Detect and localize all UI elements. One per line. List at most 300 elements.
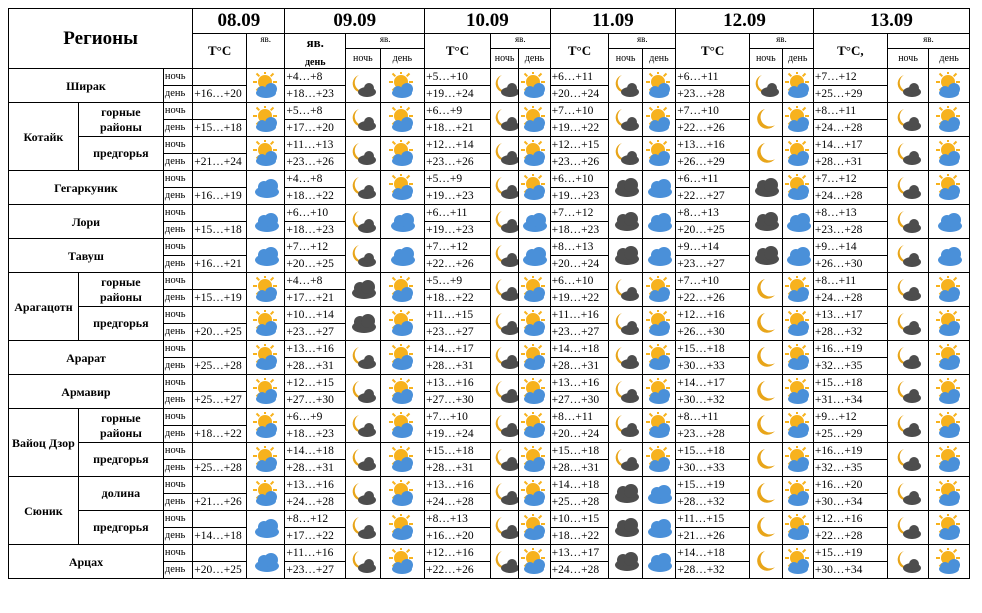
night-temp — [193, 171, 247, 188]
sun-cloud-icon — [929, 545, 970, 579]
moon-cloud-icon — [490, 205, 518, 239]
sun-cloud-icon — [519, 171, 550, 205]
day-temp: +23…+27 — [550, 324, 609, 341]
moon-cloud-icon — [490, 545, 518, 579]
day-temp: +26…+29 — [676, 154, 750, 171]
sun-cloud-icon — [519, 545, 550, 579]
night-temp: +8…+11 — [676, 409, 750, 426]
night-temp: +16…+19 — [813, 443, 887, 460]
sun-cloud-icon — [519, 443, 550, 477]
day-temp: +30…+34 — [813, 562, 887, 579]
sun-cloud-icon — [782, 103, 813, 137]
sun-cloud-icon — [782, 443, 813, 477]
weather-forecast-table — [8, 8, 970, 579]
moon-cloud-icon — [609, 341, 642, 375]
night-temp: +13…+16 — [285, 341, 346, 358]
moon-cloud-icon — [609, 103, 642, 137]
sun-cloud-icon — [642, 103, 675, 137]
forecast-row-night — [9, 205, 970, 222]
forecast-table-container — [8, 8, 970, 579]
night-temp: +7…+10 — [676, 103, 750, 120]
sun-cloud-icon — [782, 171, 813, 205]
sun-cloud-icon — [782, 341, 813, 375]
night-temp: +7…+10 — [550, 103, 609, 120]
moon-cloud-icon — [609, 307, 642, 341]
day-temp: +23…+28 — [676, 86, 750, 103]
day-label: день — [163, 222, 192, 239]
region-name: Лори — [9, 205, 164, 239]
night-label: ночь — [163, 477, 192, 494]
moon-cloud-icon — [887, 443, 929, 477]
subregion-name: горные районы — [78, 103, 163, 137]
cloud-icon — [929, 239, 970, 273]
sun-cloud-icon — [519, 307, 550, 341]
day-header: день — [929, 49, 970, 69]
forecast-row-night — [9, 239, 970, 256]
moon-cloud-icon — [887, 205, 929, 239]
cloud-icon — [380, 205, 425, 239]
cloud-icon — [246, 205, 284, 239]
day-temp: +20…+24 — [550, 426, 609, 443]
day-temp: +23…+27 — [285, 324, 346, 341]
day-header: день — [519, 49, 550, 69]
day-label: день — [163, 290, 192, 307]
day-temp: +21…+26 — [676, 528, 750, 545]
moon-cloud-icon — [887, 545, 929, 579]
day-label: день — [163, 120, 192, 137]
cloud-icon — [782, 239, 813, 273]
night-header: ночь — [609, 49, 642, 69]
day-temp: +21…+24 — [193, 154, 247, 171]
day-temp: +18…+21 — [425, 120, 491, 137]
day-label: день — [163, 392, 192, 409]
night-temp: +9…+14 — [813, 239, 887, 256]
dark-cloud-icon — [750, 205, 782, 239]
night-temp — [193, 307, 247, 324]
night-label: ночь — [163, 273, 192, 290]
day-temp: +22…+26 — [425, 562, 491, 579]
day-temp: +22…+26 — [425, 256, 491, 273]
moon-icon — [750, 477, 782, 511]
cloud-icon — [929, 205, 970, 239]
night-temp: +13…+16 — [425, 477, 491, 494]
sun-cloud-icon — [929, 103, 970, 137]
day-temp: +22…+28 — [813, 528, 887, 545]
forecast-row-night — [9, 375, 970, 392]
night-label: ночь — [163, 545, 192, 562]
moon-cloud-icon — [887, 375, 929, 409]
day-temp: +28…+32 — [676, 562, 750, 579]
night-temp: +13…+16 — [425, 375, 491, 392]
day-label: день — [163, 528, 192, 545]
night-temp — [193, 477, 247, 494]
day-temp: +20…+24 — [550, 86, 609, 103]
day-temp: +23…+28 — [813, 222, 887, 239]
cloud-icon — [246, 511, 284, 545]
night-temp: +8…+11 — [813, 103, 887, 120]
moon-cloud-icon — [346, 409, 380, 443]
moon-icon — [750, 511, 782, 545]
subregion-name: предгорья — [78, 443, 163, 477]
sun-cloud-icon — [519, 511, 550, 545]
sun-cloud-icon — [380, 137, 425, 171]
forecast-row-night — [9, 511, 970, 528]
moon-cloud-icon — [490, 103, 518, 137]
date-header: 09.09 — [285, 9, 425, 34]
day-label: день — [163, 256, 192, 273]
night-label: ночь — [163, 171, 192, 188]
moon-cloud-icon — [490, 137, 518, 171]
sun-cloud-icon — [929, 69, 970, 103]
sun-cloud-icon — [380, 103, 425, 137]
sun-cloud-icon — [380, 477, 425, 511]
moon-cloud-icon — [346, 69, 380, 103]
night-temp: +8…+13 — [813, 205, 887, 222]
region-name: Арарат — [9, 341, 164, 375]
moon-cloud-icon — [609, 375, 642, 409]
sun-cloud-icon — [642, 443, 675, 477]
sun-cloud-icon — [380, 273, 425, 307]
subregion-name: горные районы — [78, 409, 163, 443]
cloud-icon — [380, 239, 425, 273]
day-temp: +16…+20 — [193, 86, 247, 103]
night-temp: +6…+11 — [425, 205, 491, 222]
night-temp: +15…+19 — [813, 545, 887, 562]
phenomena-header: яв. — [609, 34, 676, 49]
day-label: день — [163, 324, 192, 341]
forecast-row-night — [9, 137, 970, 154]
cloud-icon — [642, 545, 675, 579]
sun-cloud-icon — [519, 375, 550, 409]
day-temp: +28…+31 — [425, 460, 491, 477]
night-temp: +11…+16 — [285, 545, 346, 562]
night-label: ночь — [163, 341, 192, 358]
day-temp: +18…+22 — [193, 426, 247, 443]
night-temp: +6…+11 — [676, 171, 750, 188]
dark-cloud-icon — [609, 239, 642, 273]
night-temp: +12…+15 — [550, 137, 609, 154]
day-label: день — [163, 188, 192, 205]
dark-cloud-icon — [346, 307, 380, 341]
day-temp: +23…+28 — [676, 426, 750, 443]
cloud-icon — [642, 171, 675, 205]
moon-icon — [750, 409, 782, 443]
date-header: 10.09 — [425, 9, 551, 34]
cloud-icon — [782, 205, 813, 239]
sun-cloud-icon — [380, 307, 425, 341]
sun-cloud-icon — [782, 409, 813, 443]
moon-icon — [750, 545, 782, 579]
day-temp: +16…+20 — [425, 528, 491, 545]
night-temp: +12…+16 — [813, 511, 887, 528]
night-temp: +12…+16 — [676, 307, 750, 324]
sun-cloud-icon — [246, 341, 284, 375]
region-name: Тавуш — [9, 239, 164, 273]
sun-cloud-icon — [380, 375, 425, 409]
day-temp: +25…+27 — [193, 392, 247, 409]
moon-icon — [750, 341, 782, 375]
cloud-icon — [246, 545, 284, 579]
phenomena-header: яв. — [490, 34, 550, 49]
night-temp: +15…+18 — [676, 443, 750, 460]
night-temp: +7…+10 — [425, 409, 491, 426]
moon-cloud-icon — [490, 375, 518, 409]
day-label: день — [163, 154, 192, 171]
forecast-row-night — [9, 477, 970, 494]
cloud-icon — [642, 239, 675, 273]
night-temp: +4…+8 — [285, 69, 346, 86]
sun-cloud-icon — [929, 341, 970, 375]
moon-icon — [750, 443, 782, 477]
moon-cloud-icon — [490, 341, 518, 375]
region-name: Армавир — [9, 375, 164, 409]
sun-cloud-icon — [246, 409, 284, 443]
day-temp: +18…+23 — [285, 86, 346, 103]
night-label: ночь — [163, 409, 192, 426]
night-header: ночь — [490, 49, 518, 69]
sun-cloud-icon — [782, 511, 813, 545]
night-temp: +12…+14 — [425, 137, 491, 154]
day-temp: +16…+19 — [193, 188, 247, 205]
night-temp: +8…+13 — [676, 205, 750, 222]
moon-cloud-icon — [887, 239, 929, 273]
phenomena-header: яв. — [346, 34, 425, 49]
sun-cloud-icon — [246, 477, 284, 511]
day-temp: +19…+22 — [550, 290, 609, 307]
forecast-row-night — [9, 443, 970, 460]
date-header: 13.09 — [813, 9, 969, 34]
day-temp: +15…+19 — [193, 290, 247, 307]
subregion-name: предгорья — [78, 511, 163, 545]
sun-cloud-icon — [642, 137, 675, 171]
night-temp: +4…+8 — [285, 273, 346, 290]
night-temp: +5…+9 — [425, 171, 491, 188]
day-temp: +26…+30 — [676, 324, 750, 341]
moon-cloud-icon — [609, 409, 642, 443]
day-temp: +19…+23 — [425, 222, 491, 239]
header-dates-row — [9, 9, 970, 34]
sun-cloud-icon — [642, 69, 675, 103]
phenomena-header: яв. — [246, 34, 284, 69]
sun-cloud-icon — [519, 273, 550, 307]
region-name: Сюник — [9, 477, 79, 545]
night-header: ночь — [750, 49, 782, 69]
moon-cloud-icon — [490, 171, 518, 205]
moon-cloud-icon — [887, 307, 929, 341]
dark-cloud-icon — [609, 171, 642, 205]
moon-cloud-icon — [887, 341, 929, 375]
day-temp: +15…+18 — [193, 222, 247, 239]
night-temp: +15…+18 — [676, 341, 750, 358]
phenomena-header: яв. — [750, 34, 814, 49]
night-temp: +5…+10 — [425, 69, 491, 86]
date-header: 11.09 — [550, 9, 676, 34]
moon-cloud-icon — [346, 239, 380, 273]
day-temp: +20…+25 — [193, 324, 247, 341]
night-temp: +15…+18 — [550, 443, 609, 460]
day-temp: +24…+28 — [550, 562, 609, 579]
night-temp — [193, 511, 247, 528]
night-temp: +6…+11 — [550, 69, 609, 86]
sun-cloud-icon — [782, 375, 813, 409]
forecast-row-night — [9, 409, 970, 426]
night-temp: +8…+11 — [813, 273, 887, 290]
day-temp: +28…+32 — [813, 324, 887, 341]
night-header: ночь — [887, 49, 929, 69]
sun-cloud-icon — [380, 545, 425, 579]
night-temp: +16…+19 — [813, 341, 887, 358]
day-temp: +20…+25 — [285, 256, 346, 273]
moon-cloud-icon — [490, 511, 518, 545]
night-temp: +8…+12 — [285, 511, 346, 528]
night-temp — [193, 69, 247, 86]
moon-icon — [750, 273, 782, 307]
sun-cloud-icon — [519, 477, 550, 511]
region-name: Ширак — [9, 69, 164, 103]
temperature-header: яв. день — [285, 34, 346, 69]
forecast-row-night — [9, 545, 970, 562]
day-temp: +30…+33 — [676, 460, 750, 477]
day-temp: +30…+32 — [676, 392, 750, 409]
moon-cloud-icon — [346, 375, 380, 409]
day-temp: +20…+25 — [676, 222, 750, 239]
night-temp: +11…+16 — [550, 307, 609, 324]
day-temp: +18…+23 — [550, 222, 609, 239]
day-temp: +30…+33 — [676, 358, 750, 375]
cloud-icon — [519, 205, 550, 239]
day-label: день — [163, 358, 192, 375]
sun-cloud-icon — [380, 341, 425, 375]
night-temp: +12…+16 — [425, 545, 491, 562]
moon-icon — [750, 375, 782, 409]
day-header: день — [380, 49, 425, 69]
day-temp: +19…+24 — [425, 86, 491, 103]
forecast-row-night — [9, 341, 970, 358]
day-temp: +17…+21 — [285, 290, 346, 307]
day-temp: +17…+20 — [285, 120, 346, 137]
forecast-row-night — [9, 171, 970, 188]
sun-cloud-icon — [519, 341, 550, 375]
subregion-name: предгорья — [78, 307, 163, 341]
day-temp: +23…+26 — [550, 154, 609, 171]
night-temp: +13…+16 — [285, 477, 346, 494]
moon-cloud-icon — [490, 273, 518, 307]
night-temp: +13…+16 — [550, 375, 609, 392]
day-label: день — [163, 86, 192, 103]
night-temp: +15…+18 — [425, 443, 491, 460]
day-temp: +18…+22 — [425, 290, 491, 307]
sun-cloud-icon — [246, 307, 284, 341]
night-temp: +14…+18 — [550, 341, 609, 358]
sun-cloud-icon — [782, 137, 813, 171]
day-temp: +19…+23 — [550, 188, 609, 205]
night-temp: +15…+19 — [676, 477, 750, 494]
night-label: ночь — [163, 307, 192, 324]
day-temp: +21…+26 — [193, 494, 247, 511]
night-temp: +13…+17 — [813, 307, 887, 324]
forecast-row-night — [9, 69, 970, 86]
dark-cloud-icon — [609, 511, 642, 545]
night-temp: +5…+8 — [285, 103, 346, 120]
region-name: Арагацотн — [9, 273, 79, 341]
sun-cloud-icon — [246, 443, 284, 477]
night-temp: +14…+17 — [425, 341, 491, 358]
day-temp: +25…+28 — [193, 358, 247, 375]
cloud-icon — [642, 511, 675, 545]
night-temp: +12…+15 — [285, 375, 346, 392]
sun-cloud-icon — [246, 137, 284, 171]
regions-header: Регионы — [9, 9, 193, 69]
day-temp: +27…+30 — [285, 392, 346, 409]
forecast-row-night — [9, 307, 970, 324]
night-temp: +7…+12 — [813, 171, 887, 188]
day-temp: +32…+35 — [813, 358, 887, 375]
moon-cloud-icon — [346, 341, 380, 375]
day-label: день — [163, 460, 192, 477]
day-temp: +25…+29 — [813, 86, 887, 103]
night-temp — [193, 409, 247, 426]
forecast-row-night — [9, 103, 970, 120]
sun-cloud-icon — [519, 69, 550, 103]
region-name: Гегаркуник — [9, 171, 164, 205]
moon-cloud-icon — [609, 273, 642, 307]
sun-cloud-icon — [782, 477, 813, 511]
moon-cloud-icon — [887, 171, 929, 205]
night-label: ночь — [163, 103, 192, 120]
moon-icon — [750, 137, 782, 171]
day-header: день — [642, 49, 675, 69]
temperature-header: T°C — [193, 34, 247, 69]
day-header: день — [782, 49, 813, 69]
night-temp: +7…+10 — [676, 273, 750, 290]
moon-cloud-icon — [346, 477, 380, 511]
phenomena-header: яв. — [887, 34, 969, 49]
moon-cloud-icon — [887, 409, 929, 443]
moon-cloud-icon — [609, 137, 642, 171]
night-temp: +14…+17 — [813, 137, 887, 154]
night-label: ночь — [163, 511, 192, 528]
night-temp — [193, 205, 247, 222]
day-temp: +28…+31 — [550, 460, 609, 477]
night-label: ночь — [163, 239, 192, 256]
moon-cloud-icon — [887, 103, 929, 137]
night-temp: +15…+18 — [813, 375, 887, 392]
sun-cloud-icon — [782, 545, 813, 579]
moon-cloud-icon — [887, 511, 929, 545]
day-temp: +19…+22 — [550, 120, 609, 137]
day-temp: +27…+30 — [550, 392, 609, 409]
moon-cloud-icon — [346, 205, 380, 239]
moon-cloud-icon — [490, 307, 518, 341]
date-header: 08.09 — [193, 9, 285, 34]
cloud-icon — [642, 205, 675, 239]
day-temp: +18…+23 — [285, 426, 346, 443]
sun-cloud-icon — [380, 409, 425, 443]
moon-cloud-icon — [750, 69, 782, 103]
moon-cloud-icon — [346, 171, 380, 205]
night-temp — [193, 545, 247, 562]
temperature-header: T°C, — [813, 34, 887, 69]
night-temp: +7…+12 — [425, 239, 491, 256]
moon-icon — [750, 307, 782, 341]
day-temp: +23…+27 — [425, 324, 491, 341]
night-temp: +5…+9 — [425, 273, 491, 290]
sun-cloud-icon — [380, 511, 425, 545]
moon-cloud-icon — [346, 137, 380, 171]
subregion-name: долина — [78, 477, 163, 511]
sun-cloud-icon — [929, 307, 970, 341]
moon-icon — [750, 103, 782, 137]
